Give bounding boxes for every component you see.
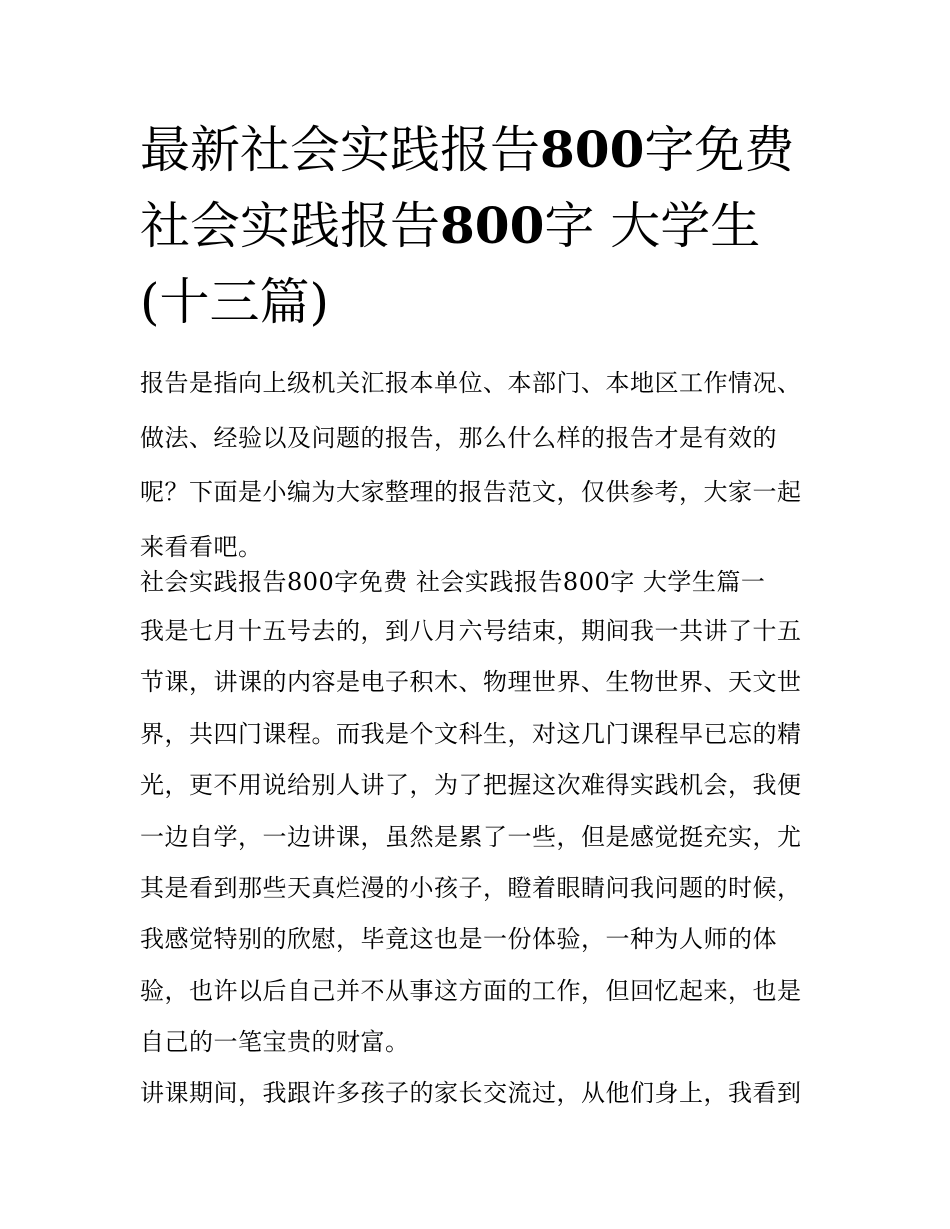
title-line-1: 最新社会实践报告800字免费 — [140, 120, 795, 179]
body1-line-4: 光，更不用说给别人讲了，为了把握这次难得实践机会，我便 — [140, 771, 802, 800]
title-line-3: (十三篇) — [140, 273, 330, 331]
body1-line-8: 验，也许以后自己并不从事这方面的工作，但回忆起来，也是 — [140, 976, 802, 1005]
body2-line-1: 讲课期间，我跟许多孩子的家长交流过，从他们身上，我看到 — [140, 1079, 802, 1107]
body1-line-9: 自己的一笔宝贵的财富。 — [140, 1028, 410, 1057]
body1-line-3: 界，共四门课程。而我是个文科生，对这几门课程早已忘的精 — [140, 719, 802, 748]
body1-line-7: 我感觉特别的欣慰，毕竟这也是一份体验，一种为人师的体 — [140, 925, 777, 954]
body1-line-2: 节课，讲课的内容是电子积木、物理世界、生物世界、天文世 — [140, 668, 802, 697]
title-line-2: 社会实践报告800字 大学生 — [140, 196, 761, 255]
body1-line-1: 我是七月十五号去的，到八月六号结束，期间我一共讲了十五 — [140, 617, 802, 645]
intro-line-3: 呢？下面是小编为大家整理的报告范文，仅供参考，大家一起 — [140, 478, 802, 506]
intro-paragraph — [140, 356, 820, 574]
body1-line-6: 其是看到那些天真烂漫的小孩子，瞪着眼睛问我问题的时候， — [140, 874, 802, 903]
body-paragraph-2 — [140, 1068, 820, 1118]
section-heading: 社会实践报告800字免费 社会实践报告800字 大学生篇一 — [140, 568, 766, 596]
intro-line-2: 做法、经验以及问题的报告，那么什么样的报告才是有效的 — [140, 423, 777, 452]
document-title — [140, 112, 820, 340]
body1-line-5: 一边自学，一边讲课，虽然是累了一些，但是感觉挺充实，尤 — [140, 822, 802, 851]
intro-line-1: 报告是指向上级机关汇报本单位、本部门、本地区工作情况、 — [140, 369, 802, 397]
body-paragraph-1 — [140, 606, 820, 1069]
intro-line-4: 来看看吧。 — [140, 532, 263, 561]
